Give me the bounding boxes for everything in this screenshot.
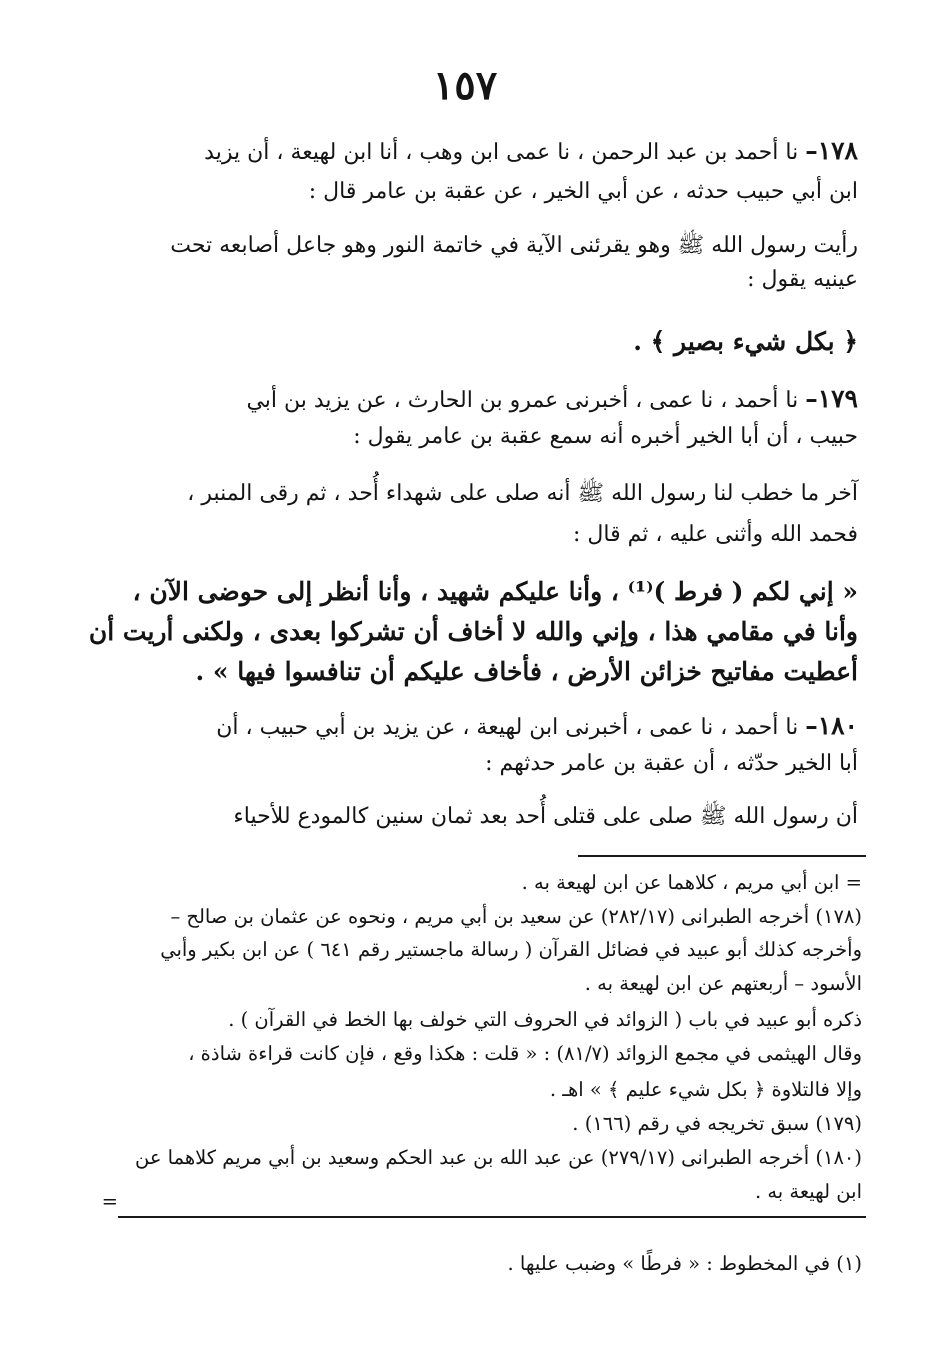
hadith-179-number: ١٧٩– bbox=[805, 384, 858, 413]
page-number: ١٥٧ bbox=[432, 62, 498, 109]
hadith-178-isnad-line-2: ابن أبي حبيب حدثه ، عن أبي الخير ، عن عقبة بن عامر قال : bbox=[308, 179, 858, 204]
hadith-180-number: ١٨٠– bbox=[805, 711, 858, 740]
manuscript-note-separator bbox=[118, 1216, 866, 1218]
hadith-178-quran-quote: ﴿ بكل شيء بصير ﴾ . bbox=[633, 327, 858, 356]
hadith-178-isnad-line-1: ١٧٨– نا أحمد بن عبد الرحمن ، نا عمى ابن وهب ، أنا ابن لهيعة ، أن يزيد bbox=[204, 136, 858, 165]
manuscript-note: (١) في المخطوط : « فرطًا » وضبب عليها . bbox=[507, 1252, 862, 1275]
hadith-179-speech-line-3: أعطيت مفاتيح خزائن الأرض ، فأخاف عليكم أن تنافسوا فيها » . bbox=[195, 657, 858, 686]
hadith-179-isnad-line-2: حبيب ، أن أبا الخير أخبره أنه سمع عقبة بن عامر يقول : bbox=[353, 424, 858, 449]
footnote-line: (١٧٨) أخرجه الطبرانى (٢٨٢/١٧) عن سعيد بن أبي مريم ، ونحوه عن عثمان بن صالح – bbox=[170, 905, 862, 928]
hadith-180-matn-line-1: أن رسول الله ﷺ صلى على قتلى أُحد بعد ثمان سنين كالمودع للأحياء bbox=[233, 804, 858, 829]
footnote-line: ذكره أبو عبيد في باب ( الزوائد في الحروف التي خولف بها الخط في القرآن ) . bbox=[228, 1008, 862, 1031]
hadith-179-matn-line-2: فحمد الله وأثنى عليه ، ثم قال : bbox=[573, 522, 858, 547]
footnote-line: (١٨٠) أخرجه الطبرانى (٢٧٩/١٧) عن عبد الله بن عبد الحكم وسعيد بن أبي مريم كلاهما عن bbox=[134, 1146, 862, 1169]
footnote-continuation-mark: = bbox=[101, 1190, 118, 1213]
hadith-178-matn-line-1: رأيت رسول الله ﷺ وهو يقرئنى الآية في خاتمة النور وهو جاعل أصابعه تحت bbox=[170, 233, 858, 258]
footnote-line: الأسود – أربعتهم عن ابن لهيعة به . bbox=[584, 972, 862, 995]
footnote-line: وأخرجه كذلك أبو عبيد في فضائل القرآن ( رسالة ماجستير رقم ٦٤١ ) عن ابن بكير وأبي bbox=[160, 938, 862, 961]
footnote-line: ابن لهيعة به . bbox=[754, 1180, 862, 1203]
hadith-179-isnad-line-1: ١٧٩– نا أحمد ، نا عمى ، أخبرنى عمرو بن الحارث ، عن يزيد بن أبي bbox=[246, 384, 858, 413]
hadith-178-number: ١٧٨– bbox=[805, 136, 858, 165]
footnote-separator bbox=[578, 855, 866, 857]
footnote-line: (١٧٩) سبق تخريجه في رقم (١٦٦) . bbox=[572, 1112, 862, 1135]
hadith-180-isnad-line-2: أبا الخير حدّثه ، أن عقبة بن عامر حدثهم : bbox=[485, 751, 858, 776]
hadith-179-speech-line-2: وأنا في مقامي هذا ، وإني والله لا أخاف أن تشركوا بعدى ، ولكنى أريت أن bbox=[88, 617, 858, 646]
footnote-line: = ابن أبي مريم ، كلاهما عن ابن لهيعة به . bbox=[521, 871, 862, 894]
hadith-179-matn-line-1: آخر ما خطب لنا رسول الله ﷺ أنه صلى على شهداء أُحد ، ثم رقى المنبر ، bbox=[187, 481, 858, 506]
footnote-line: وقال الهيثمى في مجمع الزوائد (٨١/٧) : « قلت : هكذا وقع ، فإن كانت قراءة شاذة ، bbox=[188, 1042, 862, 1065]
hadith-180-isnad-line-1: ١٨٠– نا أحمد ، نا عمى ، أخبرنى ابن لهيعة ، عن يزيد بن أبي حبيب ، أن bbox=[216, 711, 858, 740]
hadith-179-speech-line-1: « إني لكم ( فرط )⁽¹⁾ ، وأنا عليكم شهيد ، وأنا أنظر إلى حوضى الآن ، bbox=[132, 577, 858, 606]
hadith-178-matn-line-2: عينيه يقول : bbox=[747, 267, 858, 292]
footnote-line: وإلا فالتلاوة ﴿ بكل شيء عليم ﴾ » اهـ . bbox=[549, 1078, 862, 1101]
